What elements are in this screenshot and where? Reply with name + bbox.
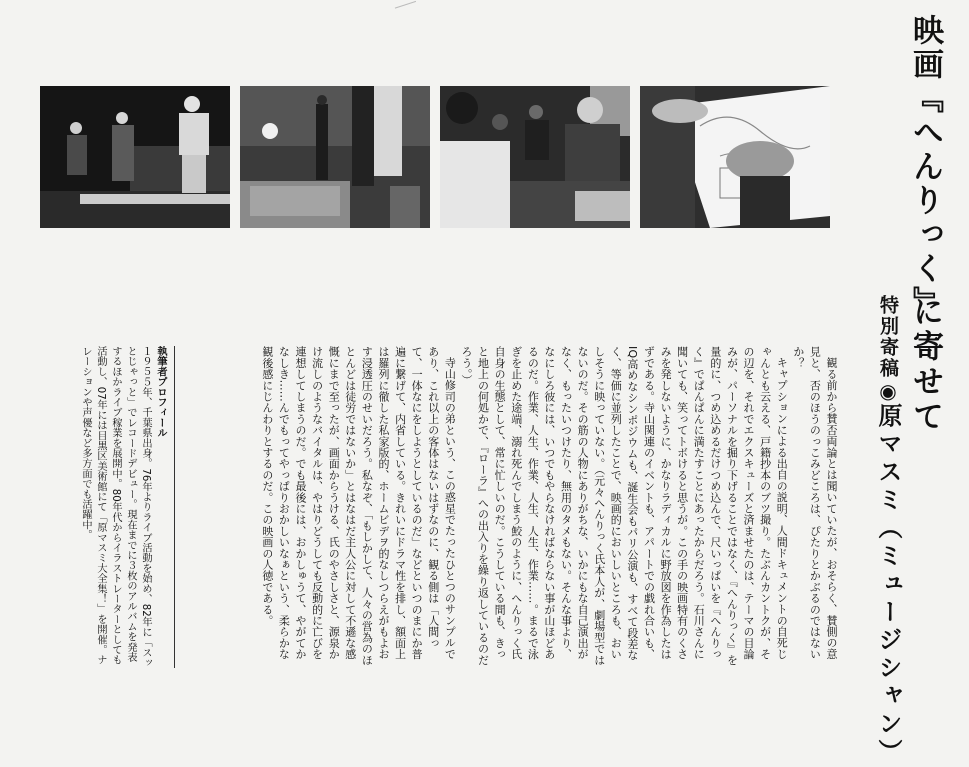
photo-hands-drawing (640, 86, 830, 228)
author-profile (40, 346, 168, 668)
photo-group-meeting (440, 86, 630, 228)
author-name: 原マスミ（ミュージシャン） (874, 403, 902, 767)
profile-text: １９５５年、千葉県出身。76年よりライブ活動を始め、82年に「スッとじゃっと」でレコードデビュー。現在までに３枚のアルバムを発表するほかライブ稼業を展開中。80年代からイラストレーターとしても活動し、07年には目黒区美術館にて「原マスミ大全集！」を開催。ナレーションや声優など多方面でも活躍中。 (80, 346, 151, 668)
photo-stage-three-people (40, 86, 230, 228)
article-title: 映画『へんりっく』 (907, 14, 943, 320)
byline-label: 特別寄稿 (877, 295, 899, 379)
byline (860, 295, 906, 767)
profile-heading: 執筆者プロフィール (155, 346, 166, 438)
column-divider (174, 346, 175, 668)
bullet-icon: ◉ (876, 379, 900, 403)
article-title-sub: に寄せて (907, 295, 943, 435)
article-paragraph: 寺山修司の弟という、この惑星でたったひとつのサンプルであり、これ以上の客体はないはずなのに、観る側は「人間って、一体なにをしようとしているのだ」などといつのまにか普遍に繋げて、内省している。きれいにドラマ性を排し、額面上は羅列に徹した私家版的、ホームビデヲ的なしつらえがもよおす浸透圧のせいだろう。私なぞ、「もしかして、人々の営為のほとんどは徒労ではないか」とはなはだ主人公に対して不遜な感慨にまで至ったが、画面からうける、氏のやさしさと、源泉かけ流しのようなバイタルは、やはりどうしても反動的に亡びを連想してしまうのだ。でも最後には、おかしゅうて、やがてかなしき……んでもってやっぱりおかしいなぁという、柔らかな観後感にじんわりとするのだ。この映画の人徳である。 (260, 346, 457, 666)
article-paragraph: 観る前から賛否両論とは聞いていたが、おそらく、賛側の意見と、否のほうのっこみどころは、ぴたりとかぶるのではないか？ (791, 346, 838, 660)
article-body (159, 346, 839, 668)
article-paragraph: キャプションによる出自の説明、人間ドキュメントの自死じゃんとも云える、戸籍抄本のブツ撮り。たぶんカントクが、その辺を、それでエクスキューズと済ませたのは、テーマの目論みが、パーソナルを掘り下げることではなく、『へんりっく』を量的に、つめ込めるだけつめ込んで、尺いっぱいを『へんりっく』でぱんぱんに満たすことにあったからだろう。石川さんに聞いても、笑ってトボけると思うが。この手の映画特有のくさみを発しないように、かなりラディカルに野放図を作為したはずである。寺山関連のイベントも、アパートでの戯れ合いも、IQ高めなシンポジウムも、誕生会もパリ公演も、すべて段差なく、等価に並列したことで、映画的においしいところも、おいしそうに映っていない。（元々へんりっく氏本人が、劇場型ではないのだ。その筋の人物にありがちな、いかにもな自己演出がなく、もったいつけたり、無用のタメもない。そんな事より、なにしろ彼には、いつでもやらなければならない事が山ほどあるのだ。作業、人生、作業、人生、人生、作業……。まるで泳ぎを止めた途端、溺れ死んでしまう鮫のように、へんりっく氏自身の生態として、常に忙しいのだ。こうしている間も、きっと地上の何処かで、『ローラ』への出入りを繰り返しているのだろう。） (459, 346, 789, 666)
photo-room-interior (240, 86, 430, 228)
paper-mark (395, 1, 419, 18)
